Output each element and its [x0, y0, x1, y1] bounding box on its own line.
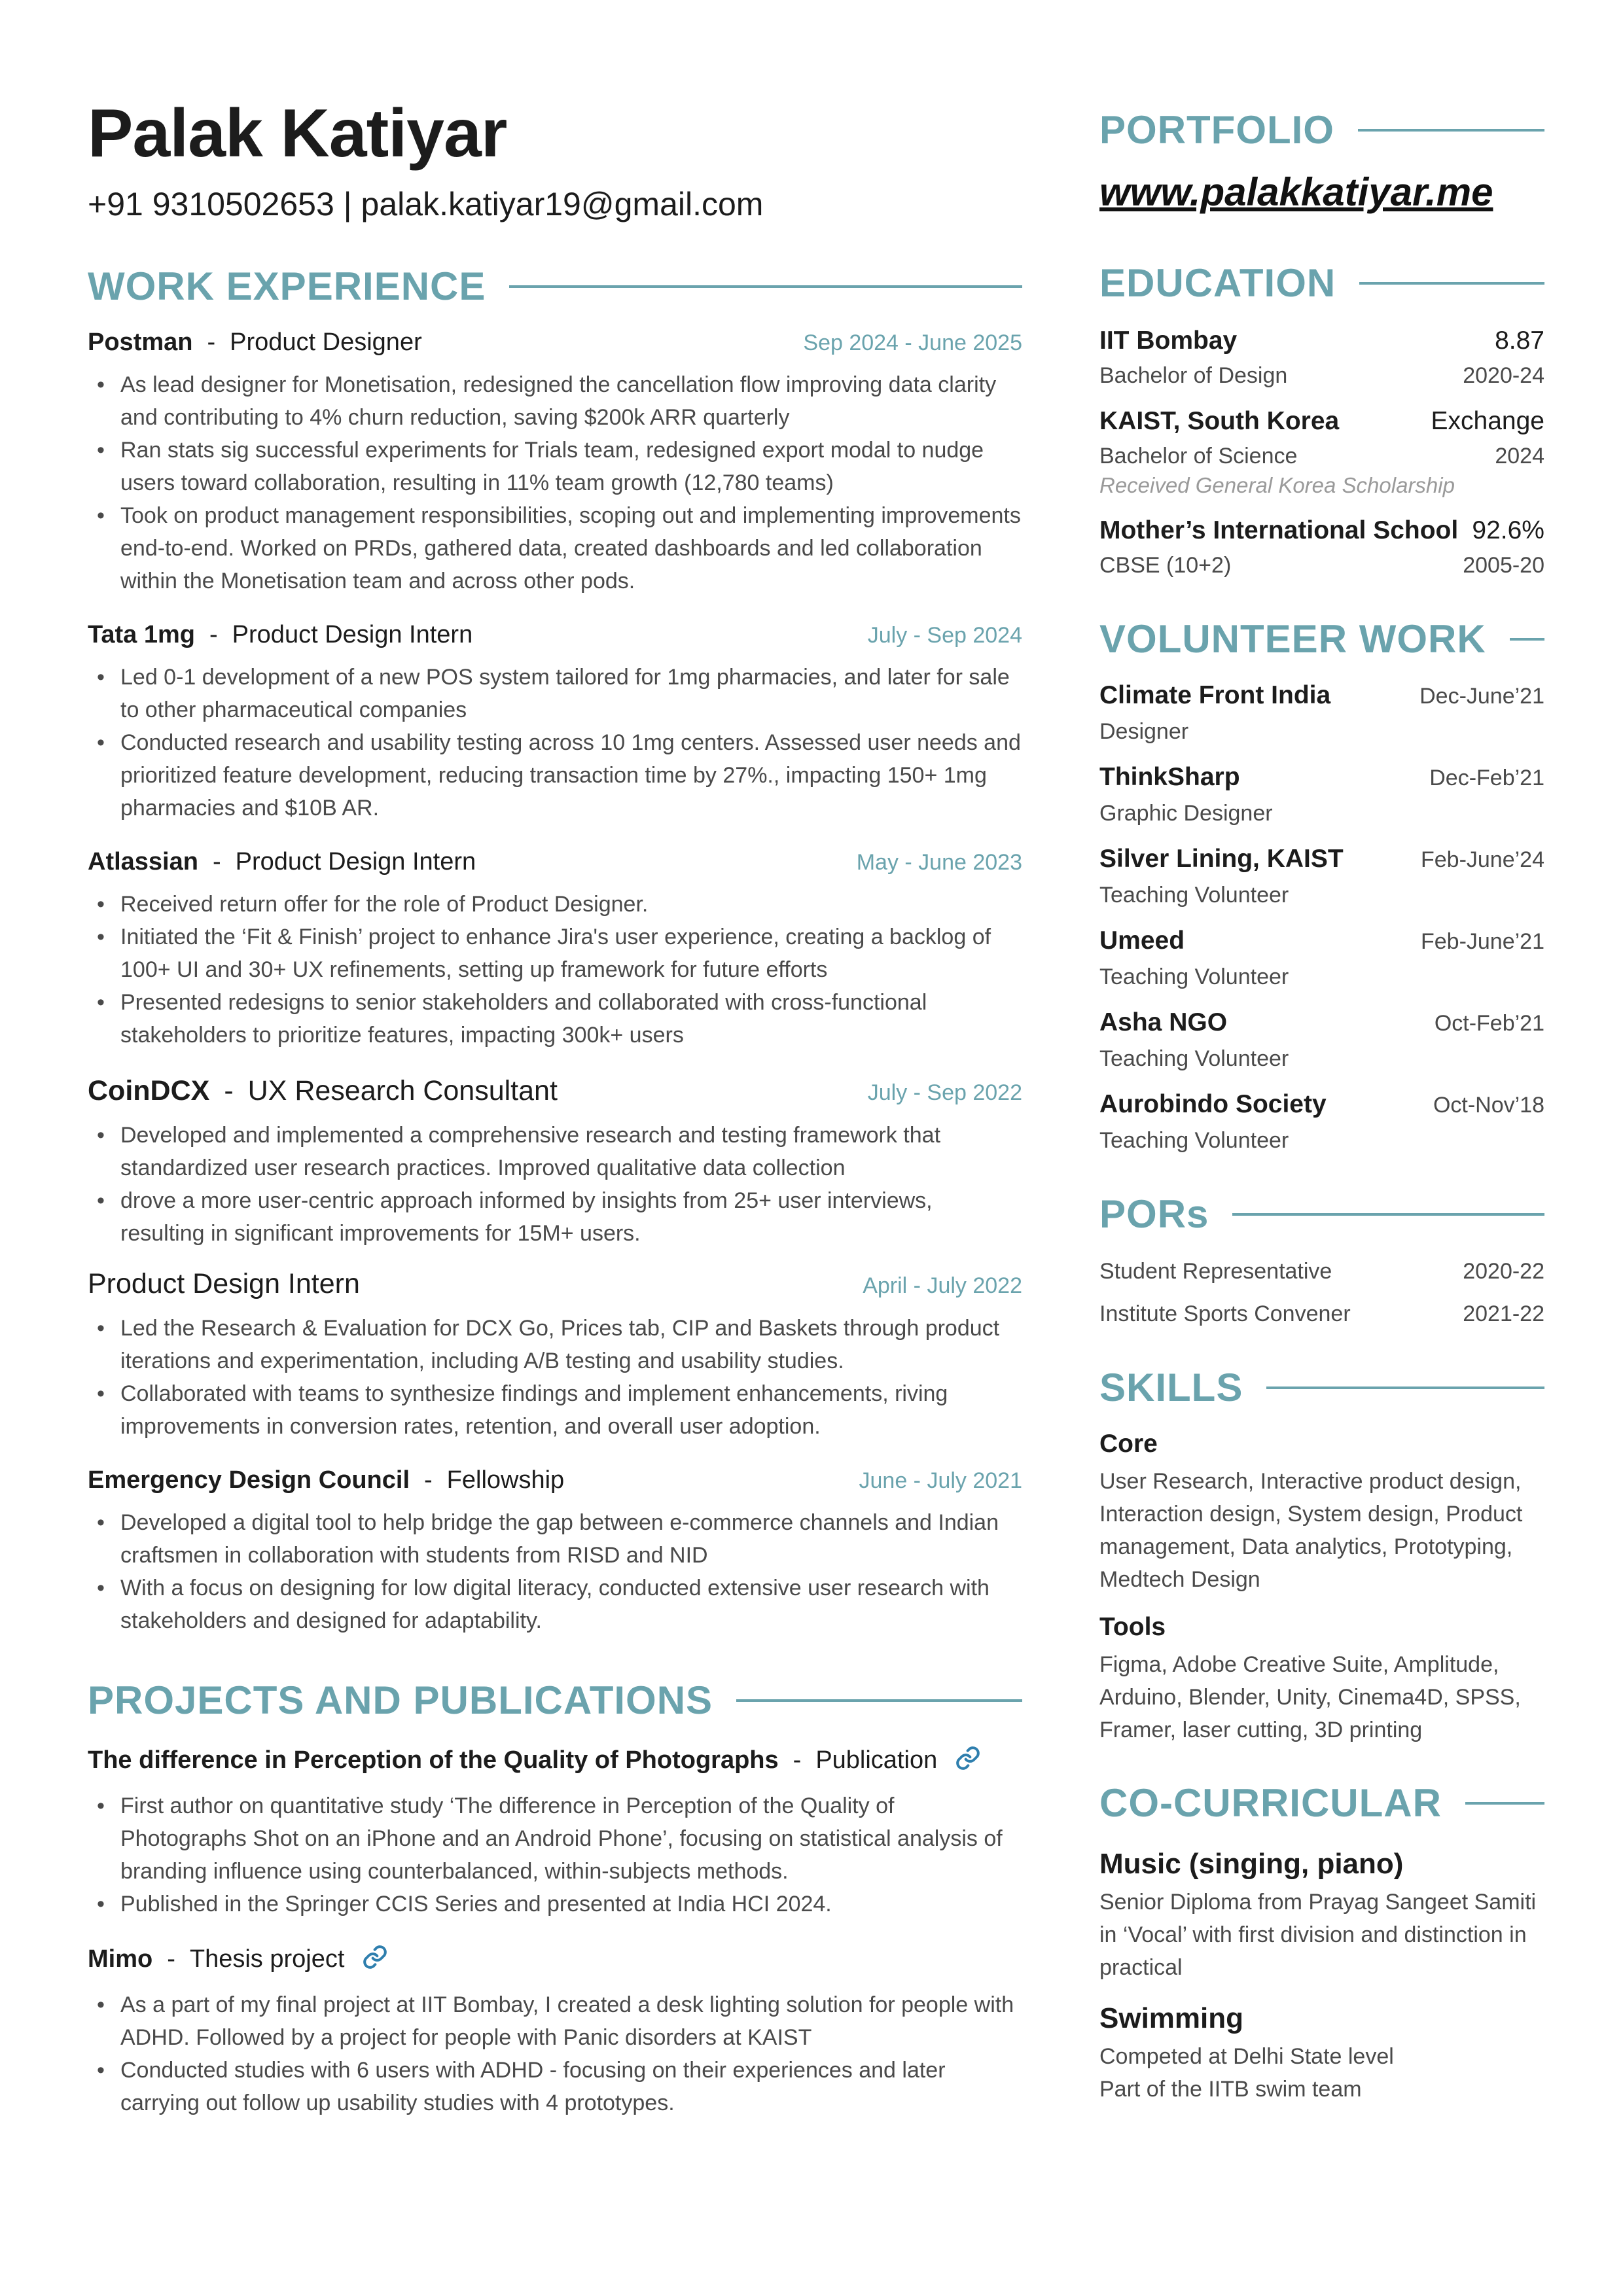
job-role: Product Design Intern	[88, 1268, 360, 1300]
skills-core: User Research, Interactive product design, Interaction design, System design, Product management, Data analytics, Prototyping, Medtech Design	[1099, 1469, 1523, 1592]
volunteer-org: ThinkSharp	[1099, 763, 1240, 791]
contact-info: +91 9310502653 | palak.katiyar19@gmail.com	[88, 186, 764, 223]
job-date: July - Sep 2022	[867, 1080, 1022, 1106]
company-name: CoinDCX	[88, 1075, 210, 1107]
skills-header	[1099, 1365, 1544, 1410]
section-divider	[736, 1699, 1022, 1702]
education-entry	[1099, 407, 1544, 498]
volunteer-role: Graphic Designer	[1099, 801, 1273, 826]
job-entry	[88, 328, 1022, 597]
project-entry	[88, 1745, 1022, 1920]
job-entry	[88, 1268, 1022, 1443]
volunteer-entry	[1099, 845, 1544, 908]
project-bullets	[88, 1790, 1022, 1920]
volunteer-role: Teaching Volunteer	[1099, 883, 1289, 908]
separator: -	[224, 1075, 234, 1107]
project-name: Mimo	[88, 1945, 153, 1973]
section-title: VOLUNTEER WORK	[1099, 617, 1486, 661]
separator: -	[793, 1746, 802, 1775]
job-header	[88, 848, 1022, 876]
job-entry	[88, 848, 1022, 1051]
bullet-item: • Led the Research & Evaluation for DCX Go, Prices tab, CIP and Baskets through product iterations and experimentation, including A/B testing and usability studies.	[88, 1312, 1022, 1377]
degree: CBSE (10+2)	[1099, 553, 1232, 578]
co-curricular-header	[1099, 1780, 1544, 1826]
project-type: Publication	[815, 1746, 938, 1775]
job-role: Product Design Intern	[232, 621, 473, 649]
job-header	[88, 1075, 1022, 1107]
portfolio-header	[1099, 107, 1544, 152]
bullet-item: • Developed a digital tool to help bridge the gap between e-commerce channels and Indian craftsmen in collaboration with students from RISD and NID	[88, 1506, 1022, 1572]
education-score: 8.87	[1495, 327, 1544, 355]
project-name: The difference in Perception of the Quality of Photographs	[88, 1746, 779, 1775]
section-title: PORs	[1099, 1192, 1209, 1236]
job-bullets	[88, 661, 1022, 824]
volunteer-org: Climate Front India	[1099, 681, 1331, 709]
work-experience-header	[88, 264, 1022, 309]
por-role: Student Representative	[1099, 1259, 1332, 1284]
link-icon[interactable]	[955, 1745, 981, 1778]
volunteer-date: Feb-June’24	[1420, 847, 1544, 872]
job-entry	[88, 1466, 1022, 1637]
education-years: 2020-24	[1463, 363, 1544, 388]
company-name: Emergency Design Council	[88, 1466, 410, 1494]
bullet-item: • With a focus on designing for low digital literacy, conducted extensive user research with stakeholders and designed for adaptability.	[88, 1572, 1022, 1637]
section-divider	[1465, 1802, 1544, 1805]
education-years: 2024	[1495, 444, 1544, 468]
portfolio-link[interactable]: www.palakkatiyar.me	[1099, 170, 1493, 214]
volunteer-org: Umeed	[1099, 927, 1185, 955]
education-years: 2005-20	[1463, 553, 1544, 578]
job-bullets	[88, 1312, 1022, 1443]
company-name: Postman	[88, 328, 193, 357]
section-title: PORTFOLIO	[1099, 108, 1334, 152]
job-bullets	[88, 1119, 1022, 1250]
job-role: UX Research Consultant	[247, 1075, 558, 1107]
job-role: Product Designer	[230, 328, 422, 357]
separator: -	[209, 621, 218, 649]
skills-tools-label: Tools	[1099, 1613, 1166, 1641]
bullet-item: • drove a more user-centric approach informed by insights from 25+ user interviews, resulting in significant improvements for 15M+ users.	[88, 1184, 1022, 1250]
job-date: June - July 2021	[859, 1468, 1022, 1494]
bullet-item: • Led 0-1 development of a new POS system tailored for 1mg pharmacies, and later for sale to other pharmaceutical companies	[88, 661, 1022, 726]
job-header	[88, 328, 1022, 357]
volunteer-role: Designer	[1099, 719, 1189, 744]
volunteer-entry	[1099, 763, 1544, 826]
degree: Bachelor of Design	[1099, 363, 1288, 388]
education-header	[1099, 260, 1544, 306]
bullet-item: • Developed and implemented a comprehensive research and testing framework that standardized user research practices. Improved qualitative data collection	[88, 1119, 1022, 1184]
separator: -	[207, 328, 216, 357]
volunteer-org: Aurobindo Society	[1099, 1090, 1327, 1118]
job-date: Sep 2024 - June 2025	[803, 330, 1022, 356]
bullet-item: • Took on product management responsibilities, scoping out and implementing improvements end-to-end. Worked on PRDs, gathered data, created dashboards and led collaboration within the Monetisation team and across other pods.	[88, 499, 1022, 597]
degree: Bachelor of Science	[1099, 444, 1298, 468]
bullet-item: • As a part of my final project at IIT Bombay, I created a desk lighting solution for people with ADHD. Followed by a project for people with Panic disorders at KAIST	[88, 1988, 1022, 2054]
education-score: Exchange	[1431, 407, 1544, 435]
bullet-item: • Ran stats sig successful experiments for Trials team, redesigned export modal to nudge users toward collaboration, resulting in 11% team growth (12,780 teams)	[88, 434, 1022, 499]
job-header	[88, 1268, 1022, 1300]
volunteer-role: Teaching Volunteer	[1099, 1046, 1289, 1071]
volunteer-date: Feb-June’21	[1420, 929, 1544, 954]
project-entry	[88, 1944, 1022, 2119]
education-note: Received General Korea Scholarship	[1099, 473, 1455, 497]
por-entry	[1099, 1259, 1544, 1284]
right-column	[1099, 98, 1544, 2106]
bullet-item: • Published in the Springer CCIS Series and presented at India HCI 2024.	[88, 1888, 1022, 1920]
job-date: July - Sep 2024	[867, 623, 1022, 648]
job-bullets	[88, 1506, 1022, 1637]
job-entry	[88, 621, 1022, 824]
section-title: SKILLS	[1099, 1366, 1243, 1409]
institution-name: KAIST, South Korea	[1099, 407, 1340, 435]
section-divider	[1232, 1213, 1544, 1216]
volunteer-org: Silver Lining, KAIST	[1099, 845, 1344, 873]
volunteer-entry	[1099, 681, 1544, 745]
education-entry	[1099, 516, 1544, 578]
volunteer-date: Oct-Feb’21	[1434, 1011, 1544, 1036]
bullet-item: • Conducted research and usability testing across 10 1mg centers. Assessed user needs and prioritized feature development, reducing transaction time by 27%., impacting 150+ 1mg pharmacies and $10B AR.	[88, 726, 1022, 824]
projects-header	[88, 1678, 1022, 1723]
job-entry	[88, 1075, 1022, 1250]
bullet-item: • Initiated the ‘Fit & Finish’ project to enhance Jira's user experience, creating a backlog of 100+ UI and 30+ UX refinements, setting up framework for future efforts	[88, 921, 1022, 986]
por-years: 2020-22	[1463, 1259, 1544, 1284]
separator: -	[424, 1466, 433, 1494]
skills-core-label: Core	[1099, 1430, 1158, 1458]
volunteer-entry	[1099, 1008, 1544, 1072]
section-title: WORK EXPERIENCE	[88, 264, 486, 309]
bullet-item: • Received return offer for the role of Product Designer.	[88, 888, 1022, 921]
volunteer-header	[1099, 616, 1544, 662]
activity-detail: Senior Diploma from Prayag Sangeet Samiti in ‘Vocal’ with first division and distinction in practical	[1099, 1890, 1537, 1980]
job-bullets	[88, 888, 1022, 1051]
activity-detail: Competed at Delhi State level	[1099, 2044, 1394, 2069]
bullet-item: • First author on quantitative study ‘The difference in Perception of the Quality of Photographs Shot on an iPhone and an Android Phone’, focusing on statistical analysis of branding influence using counterbalanced, within-subjects methods.	[88, 1790, 1022, 1888]
bullet-item: • As lead designer for Monetisation, redesigned the cancellation flow improving data clarity and contributing to 4% churn reduction, saving $200k ARR quarterly	[88, 368, 1022, 434]
por-entry	[1099, 1301, 1544, 1327]
activity-title: Swimming	[1099, 2002, 1244, 2034]
volunteer-date: Dec-June’21	[1419, 684, 1544, 709]
section-title: PROJECTS AND PUBLICATIONS	[88, 1678, 713, 1723]
volunteer-date: Oct-Nov’18	[1433, 1093, 1544, 1118]
job-date: April - July 2022	[863, 1273, 1022, 1299]
job-role: Product Design Intern	[235, 848, 476, 876]
project-header	[88, 1944, 1022, 1977]
job-header	[88, 1466, 1022, 1494]
por-role: Institute Sports Convener	[1099, 1301, 1351, 1326]
link-icon[interactable]	[362, 1944, 388, 1977]
institution-name: Mother’s International School	[1099, 516, 1459, 544]
section-divider	[1266, 1386, 1544, 1389]
job-bullets	[88, 368, 1022, 597]
por-years: 2021-22	[1463, 1301, 1544, 1326]
volunteer-entry	[1099, 1090, 1544, 1154]
volunteer-date: Dec-Feb’21	[1429, 766, 1544, 790]
activity-title: Music (singing, piano)	[1099, 1848, 1404, 1880]
section-divider	[1358, 129, 1544, 132]
bullet-item: • Conducted studies with 6 users with ADHD - focusing on their experiences and later carrying out follow up usability studies with 4 prototypes.	[88, 2054, 1022, 2119]
education-score: 92.6%	[1472, 516, 1544, 544]
bullet-item: • Presented redesigns to senior stakeholders and collaborated with cross-functional stakeholders to prioritize features, impacting 300k+ users	[88, 986, 1022, 1051]
section-title: CO-CURRICULAR	[1099, 1781, 1442, 1825]
section-divider	[1510, 638, 1544, 641]
section-title: EDUCATION	[1099, 261, 1336, 305]
project-type: Thesis project	[189, 1945, 345, 1973]
volunteer-role: Teaching Volunteer	[1099, 1128, 1289, 1153]
company-name: Atlassian	[88, 848, 198, 876]
separator: -	[167, 1945, 175, 1973]
section-divider	[1359, 282, 1544, 285]
candidate-name: Palak Katiyar	[88, 96, 507, 171]
separator: -	[212, 848, 221, 876]
activity-detail: Part of the IITB swim team	[1099, 2077, 1362, 2102]
project-header	[88, 1745, 1022, 1778]
volunteer-role: Teaching Volunteer	[1099, 964, 1289, 989]
bullet-item: • Collaborated with teams to synthesize findings and implement enhancements, riving improvements in conversion rates, retention, and overall user adoption.	[88, 1377, 1022, 1443]
job-date: May - June 2023	[856, 850, 1022, 875]
section-divider	[509, 285, 1022, 288]
project-bullets	[88, 1988, 1022, 2119]
job-header	[88, 621, 1022, 649]
company-name: Tata 1mg	[88, 621, 196, 649]
skills-tools: Figma, Adobe Creative Suite, Amplitude, Arduino, Blender, Unity, Cinema4D, SPSS, Framer, laser cutting, 3D printing	[1099, 1652, 1521, 1742]
left-column	[88, 98, 1022, 2119]
job-role: Fellowship	[446, 1466, 565, 1494]
volunteer-org: Asha NGO	[1099, 1008, 1228, 1036]
volunteer-entry	[1099, 927, 1544, 990]
education-entry	[1099, 327, 1544, 389]
institution-name: IIT Bombay	[1099, 327, 1238, 355]
pors-header	[1099, 1192, 1544, 1237]
